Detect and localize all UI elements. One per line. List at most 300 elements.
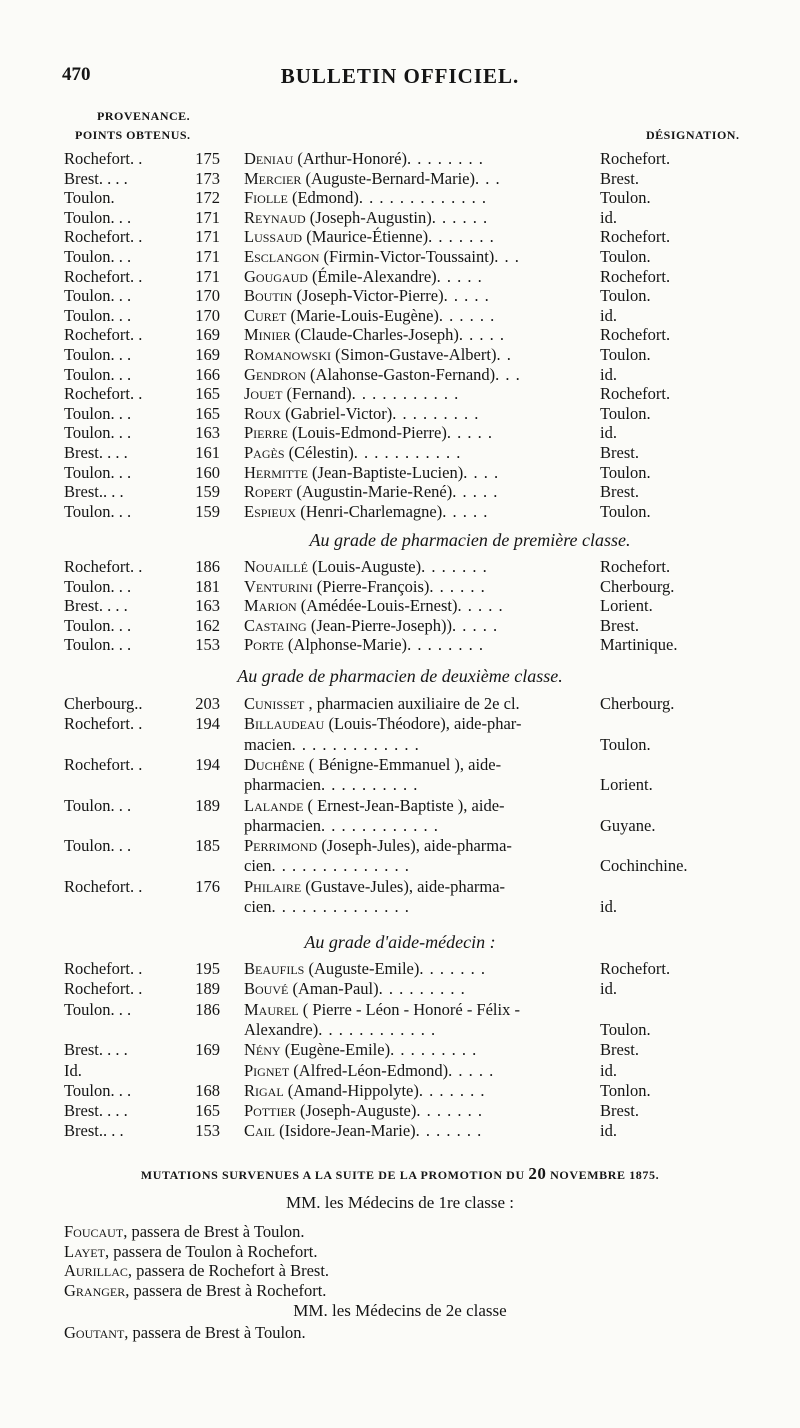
table-row [0,267,800,287]
mutation-line [64,1281,326,1301]
surname: Fiolle [244,188,288,208]
surname: Lussaud [244,227,303,247]
points-cell: 160 [195,462,220,482]
name-cell [244,345,512,365]
designation-cell: Toulon. [600,403,651,423]
points-cell: 169 [195,345,220,364]
mutation-line [64,1222,305,1242]
given-names: (Gabriel-Victor) [285,403,393,423]
designation-caption: DÉSIGNATION. [646,128,740,142]
dot-leader: . . . . . [436,266,483,286]
table-row [0,577,800,597]
designation-cell: id. [600,897,617,916]
points-cell: 165 [195,384,220,404]
table-row [0,1101,800,1121]
dot-leader: . . . . . . . . . [392,403,480,423]
provenance-cell: Id. [64,1060,82,1080]
points-cell: 171 [195,207,220,227]
provenance-cell: Rochefort. . [64,754,143,774]
points-cell: 171 [195,266,220,286]
section-title-pharmacien-1: Au grade de pharmacien de première classe. [309,530,631,550]
designation-cell: Toulon. [600,247,651,266]
mutation-line [64,1261,329,1281]
surname: Lalande [244,795,304,815]
table-row [0,443,800,463]
mutation-name: Granger [64,1280,126,1300]
surname: Pignet [244,1060,290,1080]
given-names: (Eugène-Emile) [284,1040,391,1060]
provenance-cell: Rochefort. . [64,325,143,345]
name-cell [244,836,512,856]
provenance-cell: Rochefort. . [64,959,143,978]
mutation-detail: , passera de Brest à Toulon. [124,1323,306,1342]
name-cell [244,735,420,755]
page-title: BULLETIN OFFICIEL. [280,64,520,88]
given-names: (Auguste-Emile) [308,959,420,978]
provenance-cell: Rochefort. . [64,266,143,286]
designation-cell: Cherbourg. [600,694,675,713]
table-row [0,1061,800,1081]
provenance-cell: Brest. . . . [64,1101,128,1121]
provenance-cell: Toulon. . . [64,423,132,443]
mutations-header-date: 20 [528,1164,547,1183]
dot-leader: . . . . . [451,615,499,635]
provenance-cell: Toulon. . . [64,615,132,635]
points-cell: 176 [195,876,220,896]
given-names: cien [244,856,272,876]
table-row [0,796,800,816]
surname: Nouaillé [244,557,308,576]
given-names: (Joseph-Auguste) [299,1101,417,1121]
surname: Nény [244,1040,281,1060]
page-number: 470 [62,64,91,85]
name-cell [244,267,483,287]
surname: Mercier [244,168,302,188]
given-names: (Alfred-Léon-Edmond) [293,1060,449,1080]
dot-leader: . . [496,345,512,364]
section-title-aide-medecin: Au grade d'aide-médecin : [304,932,496,952]
provenance-cell: Brest. . . . [64,168,128,188]
designation-cell: Toulon. [600,462,651,482]
points-cell: 159 [195,482,220,502]
table-row [0,188,800,208]
name-cell [244,247,520,267]
points-cell: 186 [195,999,220,1019]
provenance-cell: Toulon. . . [64,286,132,306]
mutation-detail: , passera de Toulon à Rochefort. [104,1241,318,1261]
name-cell [244,1000,520,1020]
designation-cell: Tonlon. [600,1080,651,1100]
dot-leader: . . . . . . . . . . . [353,443,462,462]
table-row [0,384,800,404]
given-names: (Jean-Pierre-Joseph)) [310,615,452,635]
dot-leader: . . . [495,364,521,384]
table-row [0,482,800,502]
given-names: (Célestin) [288,443,354,462]
provenance-caption: PROVENANCE. [97,109,191,123]
designation-cell: id. [600,364,617,384]
designation-cell: Toulon. [600,734,651,754]
name-cell [244,596,504,616]
table-row [0,404,800,424]
name-cell [244,897,410,917]
given-names: (Alphonse-Marie) [287,635,408,655]
provenance-cell: Toulon. . . [64,305,132,325]
given-names: ( Bénigne-Emmanuel ), aide- [308,754,502,774]
name-cell [244,443,461,463]
dot-leader: . . . . . [458,325,505,345]
designation-cell: Rochefort. [600,325,671,345]
table-row [0,423,800,443]
name-cell [244,694,520,714]
mutation-detail: , passera de Brest à Rochefort. [125,1280,327,1300]
dot-leader: . . . . . [457,596,504,616]
name-cell [244,1061,494,1081]
table-row [0,557,800,577]
designation-cell: id. [600,1060,617,1080]
table-row [0,735,800,755]
designation-cell: Brest. [600,443,639,462]
surname: Minier [244,325,291,345]
dot-leader: . . . [474,168,501,188]
designation-cell: Rochefort. [600,149,671,168]
table-row [0,1000,800,1020]
dot-leader: . . . . . . . [415,1121,483,1141]
designation-cell: Martinique. [600,635,678,655]
dot-leader: . . . . . [448,1060,495,1080]
name-cell [244,423,493,443]
given-names: ( Ernest-Jean-Baptiste ), aide- [307,795,505,815]
provenance-cell: Toulon. . . [64,462,132,482]
given-names: (Joseph-Jules), aide-pharma- [321,836,512,856]
surname: Venturini [244,576,313,596]
table-row [0,775,800,795]
name-cell [244,1020,436,1040]
dot-leader: . . . . . . . [418,1080,486,1100]
dot-leader: . . . . . . [431,207,489,227]
given-names: (Alahonse-Gaston-Fernand) [310,364,496,384]
name-cell [244,208,488,228]
points-cell: 169 [195,1040,220,1060]
name-cell [244,635,484,655]
given-names: (Gustave-Jules), aide-pharma- [305,876,506,896]
points-cell: 163 [195,596,220,616]
provenance-cell: Rochefort. . [64,149,143,168]
designation-cell: Toulon. [600,1019,651,1039]
designation-cell: id. [600,423,617,443]
given-names: (Maurice-Étienne) [306,227,429,247]
given-names: ( Pierre - Léon - Honoré - Félix - [302,999,520,1019]
provenance-cell: Brest. . . . [64,596,128,616]
points-cell: 189 [195,979,220,999]
given-names: (Fernand) [286,384,352,404]
surname: Espieux [244,501,297,521]
dot-leader: . . . . . [446,423,493,443]
table-row [0,856,800,876]
dot-leader: . . . . [463,462,500,482]
designation-cell: Brest. [600,615,639,635]
given-names: (Joseph-Victor-Pierre) [296,286,444,306]
provenance-cell: Toulon. . . [64,247,132,266]
designation-cell: Cochinchine. [600,856,688,876]
designation-cell: Rochefort. [600,959,671,978]
given-names: (Claude-Charles-Joseph) [294,325,459,345]
provenance-cell: Rochefort. . [64,714,143,734]
dot-leader: . . . . . . [429,576,486,596]
dot-leader: . . . . . [452,482,499,502]
provenance-cell: Toulon. . . [64,999,132,1019]
designation-cell: Brest. [600,482,639,502]
designation-cell: Rochefort. [600,266,671,286]
table-row [0,463,800,483]
provenance-cell: Cherbourg.. [64,694,143,713]
table-row [0,286,800,306]
name-cell [244,1040,477,1060]
given-names: (Aman-Paul) [292,979,379,999]
name-cell [244,577,486,597]
points-cell: 153 [195,1121,220,1141]
provenance-cell: Brest. . . . [64,443,128,462]
designation-cell: Brest. [600,1101,639,1121]
name-cell [244,463,499,483]
designation-cell: Lorient. [600,775,653,795]
points-cell: 165 [195,1101,220,1121]
surname: Ropert [244,482,293,502]
mutations-header-month: NOVEMBRE 1875. [550,1168,660,1182]
surname: Deniau [244,149,294,168]
surname: Billaudeau [244,714,325,734]
given-names: (Simon-Gustave-Albert) [335,345,497,364]
surname: Beaufils [244,959,305,978]
designation-cell: id. [600,979,617,999]
dot-leader: . . . . . . . . . . . . . [358,188,487,208]
name-cell [244,365,521,385]
table-row [0,836,800,856]
given-names: (Joseph-Augustin) [309,207,432,227]
designation-cell: Lorient. [600,596,653,616]
provenance-cell: Toulon. . . [64,403,132,423]
name-cell [244,714,521,734]
surname: Pierre [244,423,288,443]
dot-leader: . . . . . [443,286,490,306]
provenance-cell: Brest. . . . [64,1040,128,1060]
name-cell [244,188,487,208]
section-title-pharmacien-2: Au grade de pharmacien de deuxième classe. [237,666,563,686]
mutation-line [64,1242,318,1262]
provenance-cell: Rochefort. . [64,557,143,576]
surname: Bouvé [244,979,289,999]
name-cell [244,149,484,169]
points-cell: 194 [195,754,220,774]
points-cell: 194 [195,714,220,734]
surname: Pagès [244,443,285,462]
points-cell: 172 [195,188,220,208]
given-names: Alexandre) [244,1019,319,1039]
given-names: (Henri-Charlemagne) [300,501,443,521]
provenance-cell: Rochefort. . [64,227,143,247]
name-cell [244,482,498,502]
surname: Maurel [244,999,299,1019]
given-names: pharmacien [244,775,321,795]
surname: Perrimond [244,836,318,856]
table-row [0,1040,800,1060]
mutation-detail: , passera de Rochefort à Brest. [127,1261,330,1280]
points-cell: 186 [195,557,220,576]
designation-cell: id. [600,207,617,227]
given-names: (Amand-Hippolyte) [287,1080,419,1100]
points-cell: 185 [195,836,220,856]
table-row [0,959,800,979]
provenance-cell: Toulon. . . [64,795,132,815]
given-names: (Louis-Auguste) [312,557,422,576]
mutation-name: Aurillac [64,1261,128,1280]
page-header [0,64,800,94]
table-row [0,616,800,636]
surname: Philaire [244,876,302,896]
provenance-cell: Toulon. . . [64,345,132,364]
provenance-cell: Toulon. . . [64,635,132,655]
mutation-name: Goutant [64,1323,125,1342]
given-names: (Jean-Baptiste-Lucien) [312,462,464,482]
provenance-cell: Rochefort. . [64,979,143,999]
table-row [0,1020,800,1040]
name-cell [244,775,418,795]
points-cell: 170 [195,286,220,306]
dot-leader: . . . . . . . . . [378,979,466,999]
name-cell [244,1101,483,1121]
provenance-cell: Toulon. . . [64,501,132,521]
surname: Cail [244,1121,275,1141]
dot-leader: . . . . . . . . . . . . . . [271,897,410,916]
table-row [0,208,800,228]
surname: Gougaud [244,266,308,286]
points-cell: 169 [195,325,220,345]
points-cell: 203 [195,694,220,713]
provenance-cell: Toulon. . . [64,836,132,856]
surname: Curet [244,305,287,325]
provenance-cell: Brest.. . . [64,1121,124,1141]
points-cell: 170 [195,305,220,325]
provenance-cell: Toulon. . . [64,364,132,384]
designation-cell: id. [600,305,617,325]
given-names: (Arthur-Honoré) [297,149,408,168]
dot-leader: . . . . . . . [421,557,488,576]
surname: Roux [244,403,282,423]
given-names: (Edmond) [291,188,359,208]
points-cell: 153 [195,635,220,655]
mutations-header-text: MUTATIONS SURVENUES A LA SUITE DE LA PROMOTION DU [140,1168,525,1182]
name-cell [244,877,505,897]
mutations-subheading-1: MM. les Médecins de 1re classe : [285,1193,515,1212]
table-row [0,897,800,917]
points-cell: 162 [195,615,220,635]
table-row [0,1081,800,1101]
table-row [0,1121,800,1141]
points-cell: 166 [195,364,220,384]
name-cell [244,286,490,306]
name-cell [244,384,459,404]
name-cell [244,1081,485,1101]
points-cell: 165 [195,403,220,423]
mutations-subheading-2: MM. les Médecins de 2e classe [293,1301,507,1320]
designation-cell: Toulon. [600,286,651,306]
name-cell [244,979,466,999]
points-cell: 181 [195,576,220,596]
table-row [0,979,800,999]
table-row [0,635,800,655]
dot-leader: . . . . . [442,501,489,521]
name-cell [244,796,505,816]
dot-leader: . . . . . . . [416,1101,483,1121]
given-names: (Firmin-Victor-Toussaint) [323,247,495,266]
table-row [0,596,800,616]
surname: Pottier [244,1101,296,1121]
provenance-cell: Toulon. . . [64,576,132,596]
given-names: , pharmacien auxiliaire de 2e cl. [308,694,520,713]
designation-cell: Guyane. [600,815,656,835]
name-cell [244,1121,482,1141]
points-cell: 163 [195,423,220,443]
table-row [0,247,800,267]
provenance-cell: Rochefort. . [64,876,143,896]
dot-leader: . . . . . . . . . . . [351,384,460,404]
dot-leader: . . . . . . [438,305,496,325]
name-cell [244,502,488,522]
dot-leader: . . . . . . . . . . . . . . [271,856,410,876]
dot-leader: . . . . . . . . . . . . . [291,734,420,754]
mutation-name: Foucaut [64,1222,124,1241]
table-row [0,502,800,522]
given-names: (Augustin-Marie-René) [296,482,453,502]
table-row [0,714,800,734]
surname: Cunisset [244,694,305,713]
designation-cell: Cherbourg. [600,576,675,596]
provenance-cell: Toulon. [64,188,115,208]
designation-cell: Toulon. [600,501,651,521]
given-names: (Auguste-Bernard-Marie) [305,168,475,188]
surname: Duchêne [244,754,305,774]
table-row [0,306,800,326]
name-cell [244,616,498,636]
mutation-name: Layet [64,1241,105,1261]
table-row [0,227,800,247]
dot-leader: . . . . . . . . . [390,1040,478,1060]
surname: Gendron [244,364,306,384]
table-row [0,149,800,169]
designation-cell: Toulon. [600,345,651,364]
designation-cell: Toulon. [600,188,651,208]
mutations-header [0,1164,800,1184]
designation-cell: Brest. [600,168,639,188]
name-cell [244,325,505,345]
given-names: pharmacien [244,815,321,835]
table-row [0,365,800,385]
surname: Jouet [244,384,283,404]
points-cell: 168 [195,1080,220,1100]
given-names: cien [244,897,272,916]
dot-leader: . . . . . . . . [407,635,484,655]
surname: Romanowski [244,345,332,364]
points-caption: POINTS OBTENUS. [75,128,191,142]
name-cell [244,557,488,577]
surname: Esclangon [244,247,320,266]
given-names: macien [244,734,292,754]
provenance-cell: Brest.. . . [64,482,124,502]
provenance-cell: Toulon. . . [64,1080,132,1100]
table-row [0,345,800,365]
table-row [0,325,800,345]
provenance-cell: Rochefort. . [64,384,143,404]
